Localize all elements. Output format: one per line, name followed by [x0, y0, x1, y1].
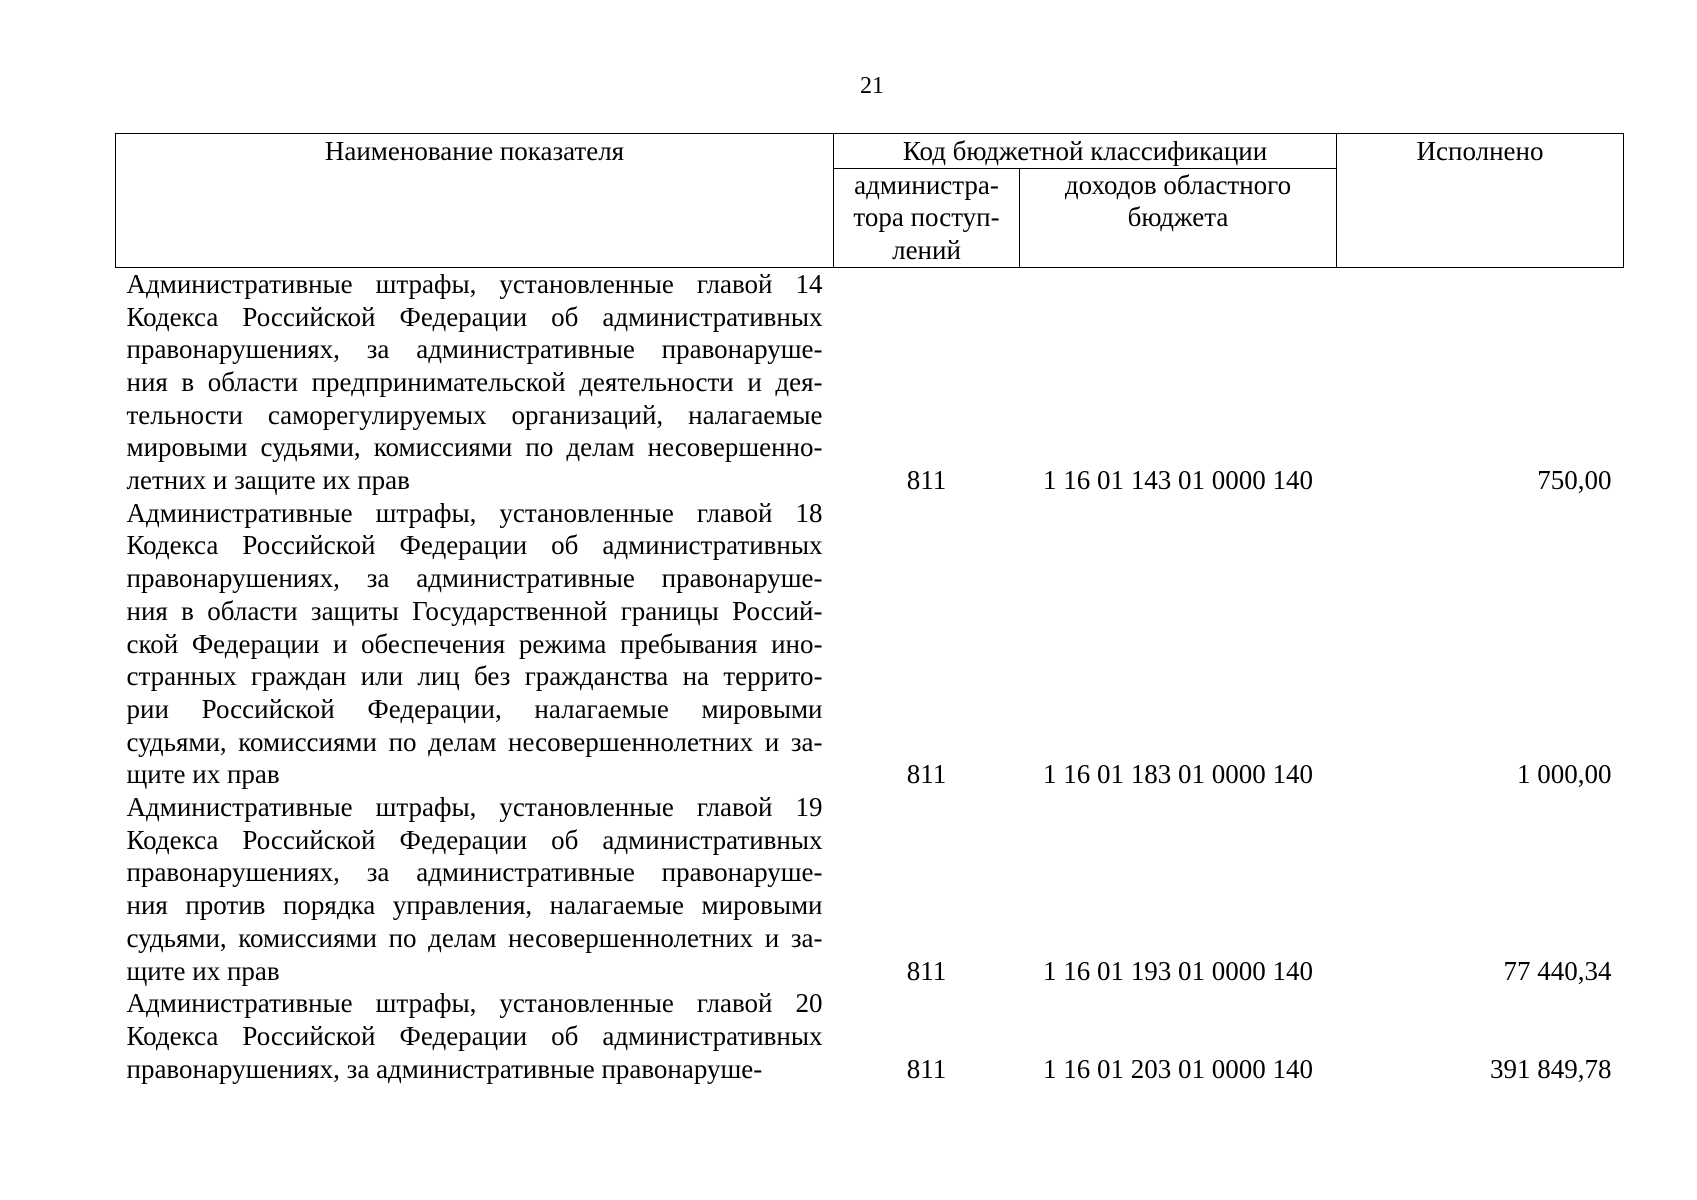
table-header: [116, 134, 1624, 268]
name-line: судьями, комиссиями по делам несовершеннолетних и за-: [126, 922, 823, 953]
name-line: Административные штрафы, установленные главой 20: [126, 988, 823, 1019]
table-row: [116, 497, 1624, 791]
row-budget-code: 1 16 01 183 01 0000 140: [1043, 759, 1313, 790]
row-name: [116, 497, 834, 791]
name-line: щите их прав: [126, 955, 280, 986]
header-income: [1020, 168, 1337, 267]
table-body: [116, 267, 1624, 1085]
header-income-line: доходов областного: [1064, 169, 1292, 200]
name-line: правонарушениях, за административные правонаруше-: [126, 1053, 763, 1084]
row-admin-code: 811: [906, 465, 947, 496]
table-row: [116, 791, 1624, 987]
row-executed-sum: 750,00: [1537, 465, 1612, 496]
name-line: Кодекса Российской Федерации об административных: [126, 530, 823, 561]
header-income-line: бюджета: [1127, 202, 1229, 233]
row-name: [116, 987, 834, 1085]
name-line: мировыми судьями, комиссиями по делам несовершенно-: [126, 432, 823, 463]
row-executed-sum: 1 000,00: [1517, 759, 1612, 790]
name-line: Кодекса Российской Федерации об административных: [126, 824, 823, 855]
name-line: Административные штрафы, установленные главой 19: [126, 792, 823, 823]
row-executed-sum: 77 440,34: [1503, 955, 1612, 986]
header-admin-line: лений: [892, 235, 961, 266]
name-line: Административные штрафы, установленные главой 14: [126, 268, 823, 299]
name-line: ния против порядка управления, налагаемые мировыми: [126, 890, 823, 921]
name-line: ния в области защиты Государственной границы Россий-: [126, 595, 823, 626]
name-line: правонарушениях, за административные правонаруше-: [126, 334, 823, 365]
name-line: ния в области предпринимательской деятельности и дея-: [126, 366, 823, 397]
row-name: [116, 791, 834, 987]
name-line: рии Российской Федерации, налагаемые мировыми: [126, 693, 823, 724]
name-line: странных граждан или лиц без гражданства на террито-: [126, 661, 823, 692]
row-name: [116, 267, 834, 496]
header-name: Наименование показателя: [116, 134, 834, 268]
name-line: правонарушениях, за административные правонаруше-: [126, 857, 823, 888]
row-budget-code: 1 16 01 203 01 0000 140: [1043, 1053, 1313, 1084]
header-admin-line: администра-: [854, 169, 999, 200]
row-admin-code: 811: [906, 759, 947, 790]
name-line: ской Федерации и обеспечения режима пребывания ино-: [126, 628, 823, 659]
name-line: судьями, комиссиями по делам несовершеннолетних и за-: [126, 726, 823, 757]
name-line: Кодекса Российской Федерации об административных: [126, 1020, 823, 1051]
row-budget-code: 1 16 01 143 01 0000 140: [1043, 465, 1313, 496]
header-admin: [834, 168, 1020, 267]
table-row: [116, 987, 1624, 1085]
header-admin-line: тора поступ-: [853, 202, 1000, 233]
row-admin-code: 811: [906, 955, 947, 986]
name-line: правонарушениях, за административные правонаруше-: [126, 563, 823, 594]
name-line: Кодекса Российской Федерации об административных: [126, 301, 823, 332]
name-line: летних и защите их прав: [126, 465, 410, 496]
name-line: Административные штрафы, установленные главой 18: [126, 497, 823, 528]
header-executed: Исполнено: [1337, 134, 1624, 268]
table-row: [116, 267, 1624, 496]
row-admin-code: 811: [906, 1053, 947, 1084]
row-budget-code: 1 16 01 193 01 0000 140: [1043, 955, 1313, 986]
name-line: щите их прав: [126, 759, 280, 790]
header-code-group: Код бюджетной классификации: [834, 134, 1337, 169]
page-number: 21: [860, 73, 884, 99]
name-line: тельности саморегулируемых организаций, налагаемые: [126, 399, 823, 430]
row-executed-sum: 391 849,78: [1490, 1053, 1612, 1084]
budget-table: [115, 133, 1624, 1085]
